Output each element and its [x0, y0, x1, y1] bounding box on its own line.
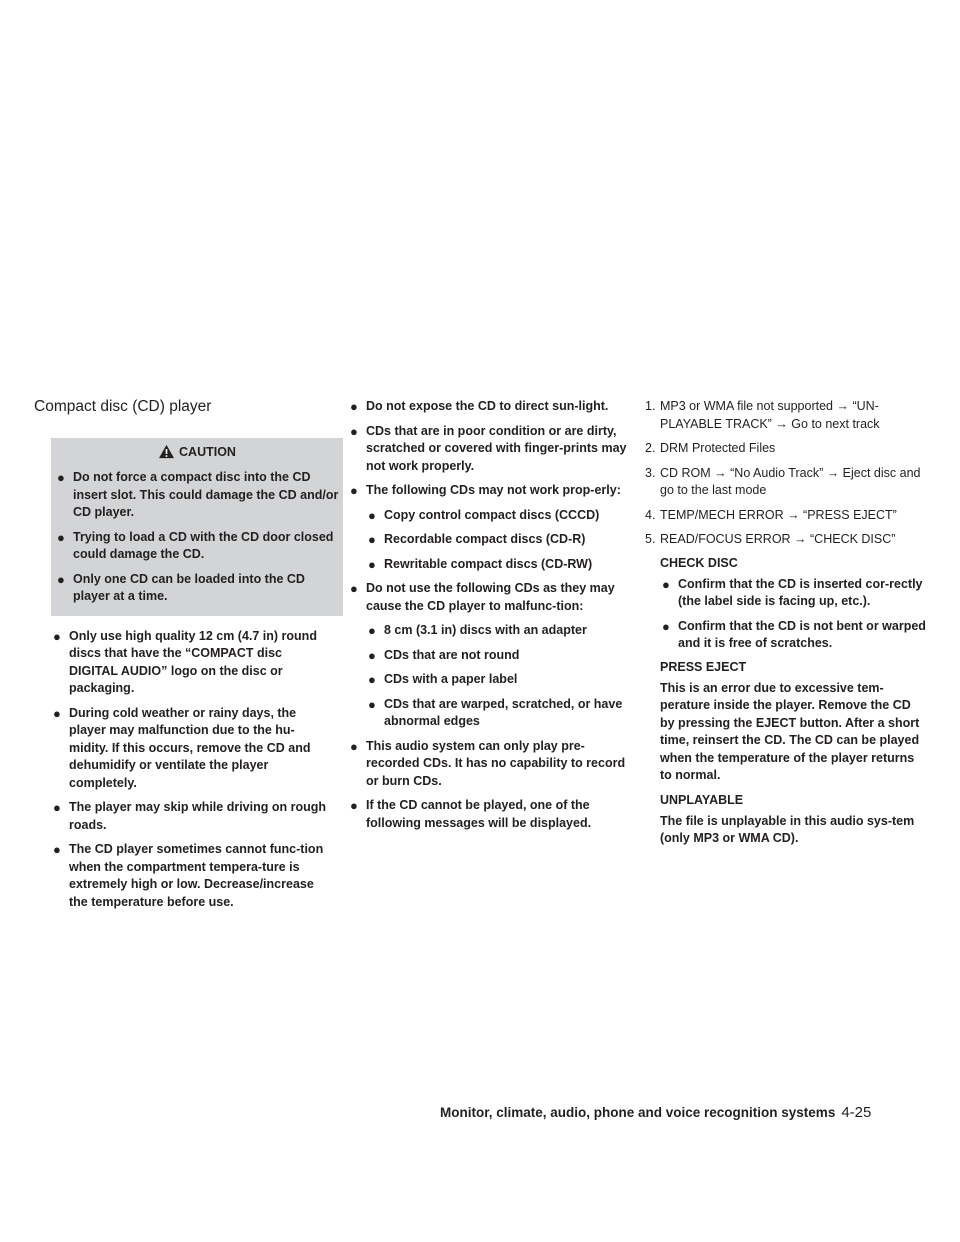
section-title: Compact disc (CD) player [34, 398, 212, 415]
sub-list-item: ● Copy control compact discs (CCCD) [368, 507, 600, 523]
list-item: ● The CD player sometimes cannot func-tion when the compartment tempera-ture is extremely high or low. Decrease/increase the temperature before use. [53, 842, 324, 909]
sub-list [366, 507, 630, 574]
list-item: ● This audio system can only play pre-recorded CDs. It has no capability to record or burn CDs. [350, 738, 626, 788]
sub-list-item: ● CDs with a paper label [368, 672, 518, 687]
message-item: 4. TEMP/MECH ERROR → “PRESS EJECT” [645, 507, 897, 522]
chapter-title: Monitor, climate, audio, phone and voice recognition systems [440, 1105, 836, 1120]
list-item: ● Confirm that the CD is inserted cor-rectly (the label side is facing up, etc.). [662, 576, 923, 608]
warning-icon [158, 444, 175, 459]
sub-list-item: ● 8 cm (3.1 in) discs with an adapter [368, 623, 587, 638]
check-disc-list [660, 576, 927, 653]
message-item: 2. DRM Protected Files [645, 441, 776, 455]
caution-item: ● Trying to load a CD with the CD door closed could damage the CD. [57, 529, 334, 561]
sub-list-item: ● CDs that are warped, scratched, or have abnormal edges [368, 696, 623, 728]
sub-list [366, 622, 630, 731]
message-item: 5. READ/FOCUS ERROR → “CHECK DISC” [645, 532, 896, 546]
unplayable-heading: UNPLAYABLE [660, 792, 744, 807]
list-item: ● Do not use the following CDs as they may cause the CD player to malfunc-tion: [350, 581, 615, 613]
caution-item: ● Only one CD can be loaded into the CD player at a time. [57, 571, 305, 603]
sub-list-item: ● Recordable compact discs (CD-R) [368, 532, 586, 547]
message-item: 3. CD ROM → “No Audio Track” → Eject disc and go to the last mode [645, 465, 921, 497]
caution-label: CAUTION [179, 444, 236, 459]
sub-list-item: ● Rewritable compact discs (CD-RW) [368, 556, 593, 572]
column-right [645, 398, 927, 856]
list-item: ● Do not expose the CD to direct sun-light. [350, 399, 609, 414]
list-item: ● CDs that are in poor condition or are dirty, scratched or covered with finger-prints may not work properly. [350, 423, 627, 473]
press-eject-heading: PRESS EJECT [660, 659, 747, 674]
column-middle [348, 398, 630, 839]
press-eject-text: This is an error due to excessive tem-perature inside the player. Remove the CD by pressing the EJECT button. After a short time, reinsert the CD. The CD can be played when the temperature of the player returns to normal. [660, 680, 920, 782]
cd-notes-list [51, 628, 328, 912]
list-item: ● If the CD cannot be played, one of the following messages will be displayed. [350, 798, 592, 830]
check-disc-heading: CHECK DISC [660, 555, 738, 570]
sub-list-item: ● CDs that are not round [368, 647, 520, 663]
column-left [34, 398, 339, 918]
unplayable-text: The file is unplayable in this audio sys-tem (only MP3 or WMA CD). [660, 813, 915, 845]
list-item: ● During cold weather or rainy days, the player may malfunction due to the hu-midity. If this occurs, remove the CD and dehumidify or ventilate the player completely. [53, 705, 311, 790]
message-item: 1. MP3 or WMA file not supported → “UN-PLAYABLE TRACK” → Go to next track [645, 399, 880, 431]
page-number: 4-25 [841, 1104, 872, 1121]
caution-heading [55, 444, 339, 459]
list-item: ● Confirm that the CD is not bent or warped and it is free of scratches. [662, 618, 926, 650]
list-item: ● The player may skip while driving on rough roads. [53, 800, 326, 832]
caution-item: ● Do not force a compact disc into the CD insert slot. This could damage the CD and/or CD player. [57, 470, 339, 519]
list-item: ● The following CDs may not work prop-erly: [350, 483, 621, 498]
page-footer [440, 1104, 871, 1121]
list-item: ● Only use high quality 12 cm (4.7 in) round discs that have the “COMPACT disc DIGITAL AUDIO” logo on the disc or packaging. [53, 628, 317, 695]
caution-box [51, 438, 343, 616]
